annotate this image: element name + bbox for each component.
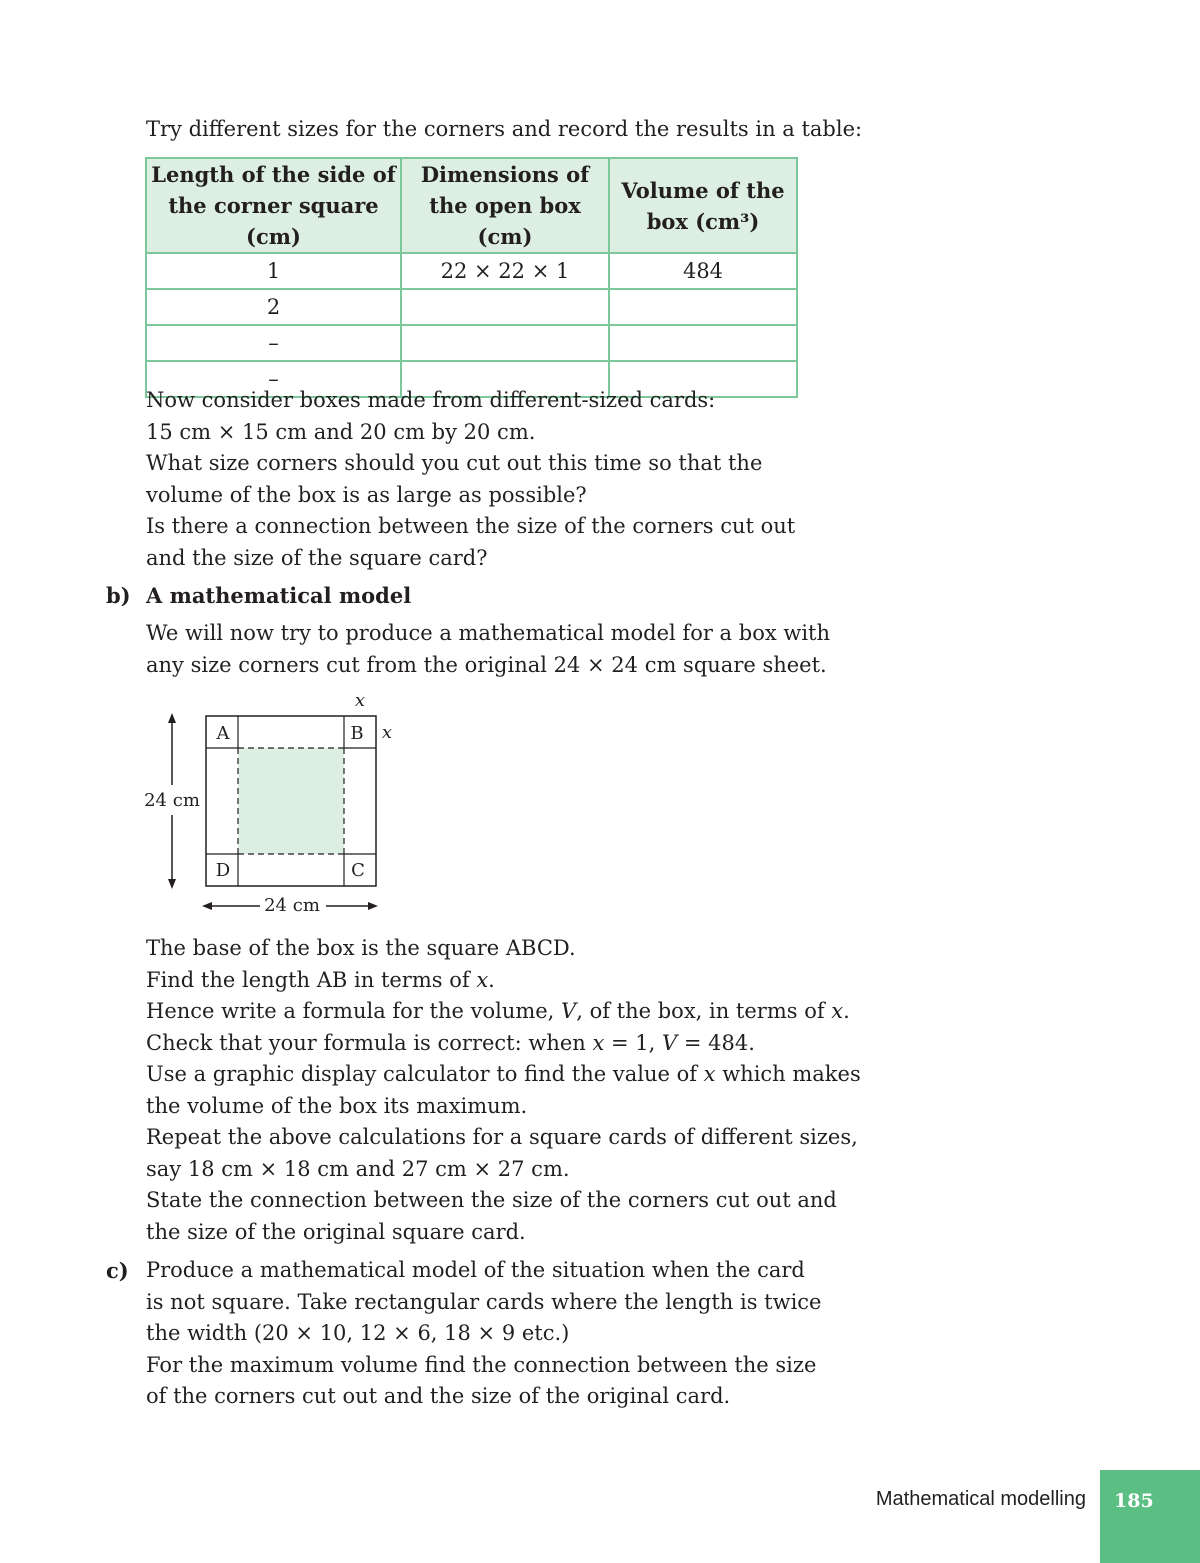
corner-label-b: B — [350, 723, 364, 744]
intro-text: Try different sizes for the corners and record the results in a table: — [146, 117, 863, 141]
table-row — [146, 289, 797, 325]
x-label-side: x — [381, 722, 393, 743]
table-cell — [609, 325, 797, 361]
rectangular-card-paragraph: Produce a mathematical model of the situation when the card is not square. Take rectangular cards where the length is twice the width (20 × 10, 12 × 6, 18 × 9 etc.) For the maximum volume find the connection between the size of the corners cut out and the size of the original card. — [146, 1258, 822, 1408]
table-cell: 484 — [609, 253, 797, 289]
table-cell — [401, 289, 609, 325]
corner-label-a: A — [216, 723, 230, 744]
different-cards-paragraph: Now consider boxes made from different-sized cards: 15 cm × 15 cm and 20 cm by 20 cm. What size corners should you cut out this time so that the volume of the box is as large as possible? Is there a connection between the size of the corners cut out and the size of the square card? — [146, 388, 796, 570]
table-row — [146, 325, 797, 361]
chapter-title: Mathematical modelling — [875, 1488, 1086, 1510]
x-label-top: x — [354, 690, 366, 711]
box-net-diagram — [130, 685, 410, 925]
header-volume: Volume of the box (cm³) — [609, 158, 797, 253]
page-number-tab — [1100, 1470, 1200, 1563]
table-cell: – — [146, 361, 401, 397]
base-square — [238, 748, 344, 854]
model-intro-paragraph: We will now try to produce a mathematical model for a box with any size corners cut from the original 24 × 24 cm square sheet. — [146, 621, 831, 677]
table-cell — [401, 325, 609, 361]
table-cell: 2 — [146, 289, 401, 325]
model-instructions-paragraph: The base of the box is the square ABCD. Find the length AB in terms of x. Hence write a formula for the volume, V, of the box, in terms of x. Check that your formula is correct: when x = 1, V = 484. Use a graphic display calculator to find the value of x which makes the volume of the box its maximum. Repeat the above calculations for a square cards of different sizes, say 18 cm × 18 cm and 27 cm × 27 cm. State the connection between the size of the corners cut out and the size of the original square card. — [146, 936, 861, 1244]
table-row — [146, 253, 797, 289]
side-length-label: 24 cm — [144, 790, 200, 811]
page-number: 185 — [1114, 1490, 1154, 1512]
section-c-label: c) — [106, 1258, 129, 1283]
table-cell: 1 — [146, 253, 401, 289]
section-b-heading: A mathematical model — [146, 583, 412, 608]
corner-label-c: C — [351, 860, 365, 881]
section-b-label: b) — [106, 583, 131, 608]
table-cell: – — [146, 325, 401, 361]
table-header-row — [146, 158, 797, 253]
header-dimensions: Dimensions of the open box (cm) — [401, 158, 609, 253]
bottom-length-label: 24 cm — [264, 895, 320, 916]
header-corner-length: Length of the side of the corner square (cm) — [146, 158, 401, 253]
corner-label-d: D — [215, 860, 231, 881]
table-cell: 22 × 22 × 1 — [401, 253, 609, 289]
table-cell — [609, 289, 797, 325]
results-table — [145, 157, 798, 398]
